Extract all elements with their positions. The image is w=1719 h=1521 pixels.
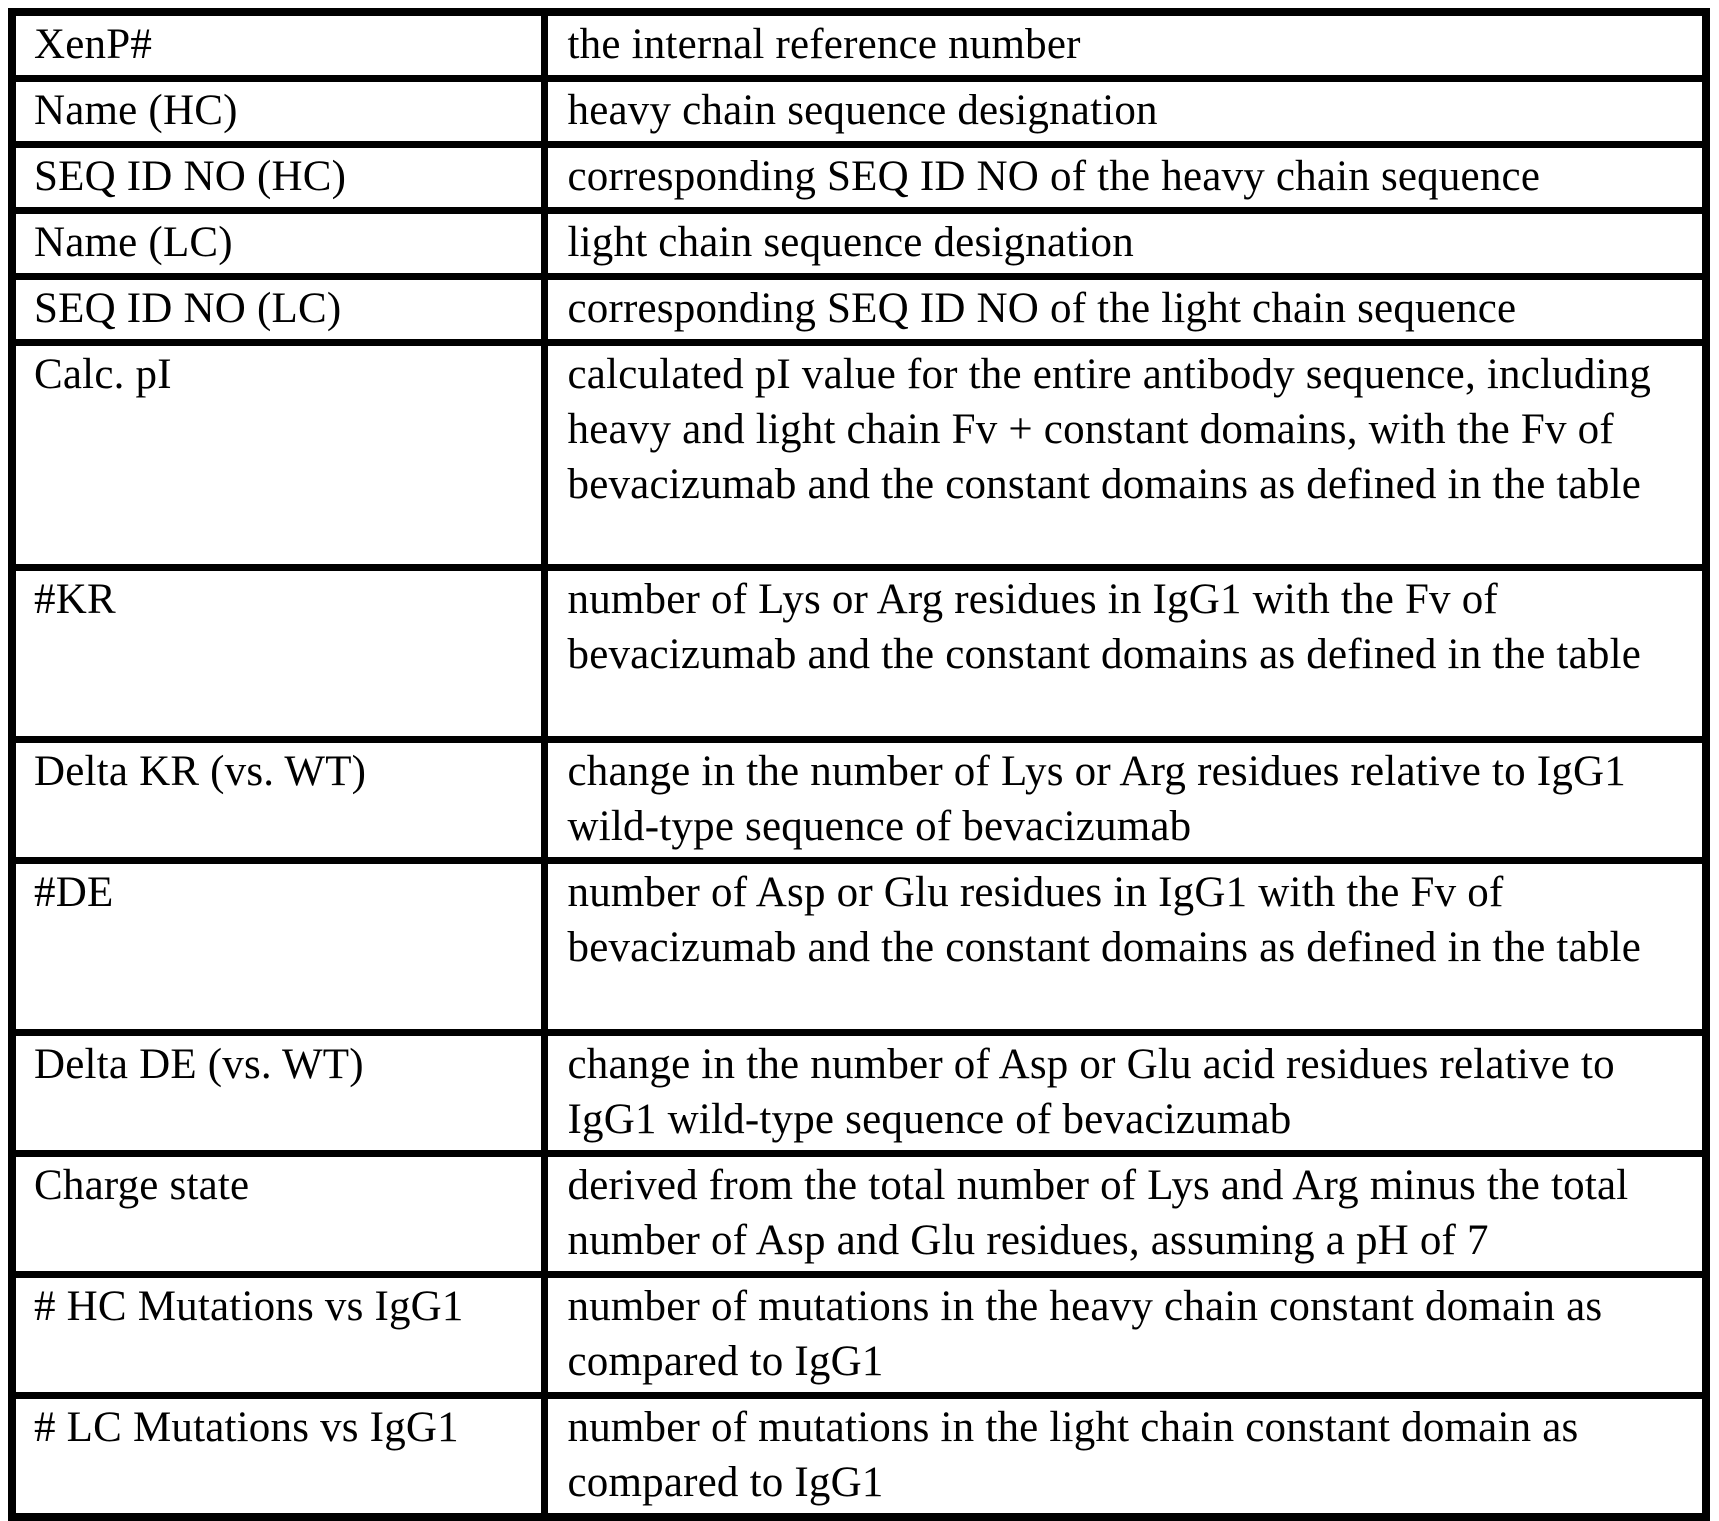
term-cell: XenP# xyxy=(12,12,544,79)
term-cell: Delta DE (vs. WT) xyxy=(12,1033,544,1154)
table-row xyxy=(12,277,1706,343)
term-cell: SEQ ID NO (LC) xyxy=(12,277,544,343)
definition-cell: number of Lys or Arg residues in IgG1 with the Fv of bevacizumab and the constant domains as defined in the table xyxy=(544,568,1706,740)
definition-cell: calculated pI value for the entire antibody sequence, including heavy and light chain Fv + constant domains, with the Fv of bevacizumab and the constant domains as defined in the table xyxy=(544,343,1706,568)
definition-cell: number of mutations in the heavy chain constant domain as compared to IgG1 xyxy=(544,1275,1706,1396)
table-row xyxy=(12,145,1706,211)
table-row xyxy=(12,1033,1706,1154)
definition-cell: the internal reference number xyxy=(544,12,1706,79)
table-row xyxy=(12,1396,1706,1518)
definition-cell: heavy chain sequence designation xyxy=(544,79,1706,145)
definition-cell: corresponding SEQ ID NO of the heavy chain sequence xyxy=(544,145,1706,211)
table-row xyxy=(12,211,1706,277)
table-row xyxy=(12,1275,1706,1396)
definition-cell: number of Asp or Glu residues in IgG1 with the Fv of bevacizumab and the constant domains as defined in the table xyxy=(544,861,1706,1033)
table-row xyxy=(12,343,1706,568)
term-cell: Delta KR (vs. WT) xyxy=(12,740,544,861)
term-cell: #DE xyxy=(12,861,544,1033)
term-cell: Calc. pI xyxy=(12,343,544,568)
definition-cell: derived from the total number of Lys and Arg minus the total number of Asp and Glu residues, assuming a pH of 7 xyxy=(544,1154,1706,1275)
term-cell: SEQ ID NO (HC) xyxy=(12,145,544,211)
definition-cell: number of mutations in the light chain constant domain as compared to IgG1 xyxy=(544,1396,1706,1518)
definition-cell: change in the number of Asp or Glu acid residues relative to IgG1 wild-type sequence of bevacizumab xyxy=(544,1033,1706,1154)
table-row xyxy=(12,1154,1706,1275)
antibody-term-definition-table xyxy=(8,8,1710,1521)
definition-cell: corresponding SEQ ID NO of the light chain sequence xyxy=(544,277,1706,343)
term-cell: Name (LC) xyxy=(12,211,544,277)
table-row xyxy=(12,79,1706,145)
term-cell: Charge state xyxy=(12,1154,544,1275)
definition-cell: change in the number of Lys or Arg residues relative to IgG1 wild-type sequence of bevacizumab xyxy=(544,740,1706,861)
table-row xyxy=(12,568,1706,740)
table-row xyxy=(12,740,1706,861)
table-row xyxy=(12,12,1706,79)
term-cell: Name (HC) xyxy=(12,79,544,145)
term-cell: #KR xyxy=(12,568,544,740)
table-row xyxy=(12,861,1706,1033)
definition-cell: light chain sequence designation xyxy=(544,211,1706,277)
term-cell: # LC Mutations vs IgG1 xyxy=(12,1396,544,1518)
term-cell: # HC Mutations vs IgG1 xyxy=(12,1275,544,1396)
